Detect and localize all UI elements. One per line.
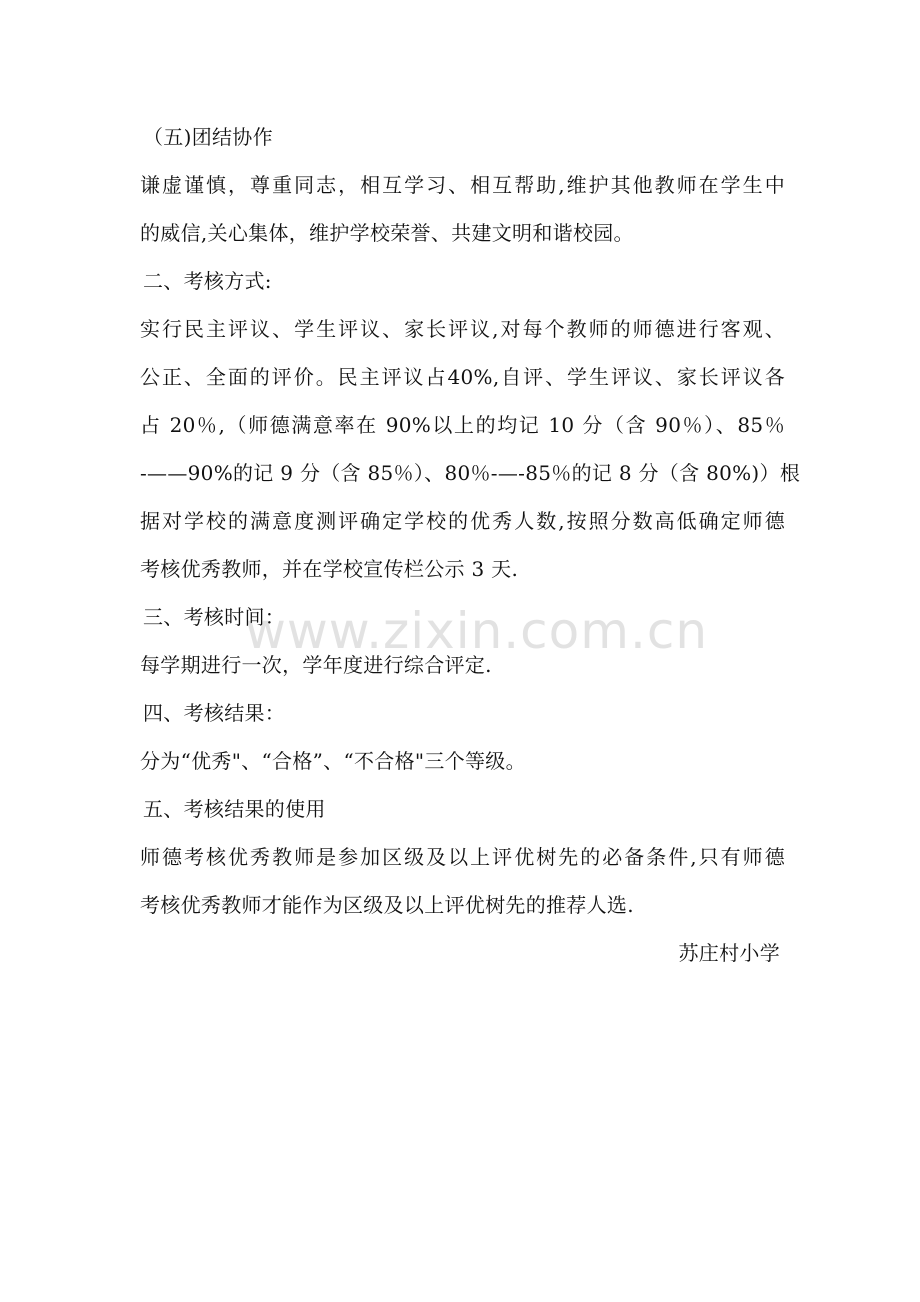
- paragraph-line: 实行民主评议、学生评议、家长评议,对每个教师的师德进行客观、: [140, 317, 785, 341]
- paragraph-line: 考核优秀教师才能作为区级及以上评优树先的推荐人选.: [140, 893, 634, 917]
- signature-school: 苏庄村小学: [678, 941, 780, 965]
- section-heading-method: 二、考核方式:: [143, 269, 272, 293]
- paragraph-line: 的威信,关心集体，维护学校荣誉、共建文明和谐校园。: [140, 221, 634, 245]
- section-heading-time: 三、考核时间：: [143, 605, 286, 629]
- paragraph-line: 师德考核优秀教师是参加区级及以上评优树先的必备条件,只有师德: [140, 845, 785, 869]
- paragraph-line: 分为“优秀"、“合格”、“不合格"三个等级。: [140, 749, 526, 773]
- paragraph-line: 据对学校的满意度测评确定学校的优秀人数,按照分数高低确定师德: [140, 509, 785, 533]
- paragraph-line: 每学期进行一次，学年度进行综合评定.: [140, 653, 492, 677]
- paragraph-line: 公正、全面的评价。民主评议占40%,自评、学生评议、家长评议各: [140, 365, 785, 389]
- section-heading-usage: 五、考核结果的使用: [143, 797, 326, 821]
- paragraph-line: 考核优秀教师，并在学校宣传栏公示 3 天.: [140, 557, 519, 581]
- watermark: www.zixin.com.cn: [245, 602, 709, 660]
- paragraph-line: -——90%的记 9 分（含 85％）、80％-—-85％的记 8 分（含 80%)）根: [140, 461, 801, 485]
- section-heading-result: 四、考核结果：: [143, 701, 286, 725]
- paragraph-line: 占 20％,（师德满意率在 90%以上的均记 10 分（含 90％）、85％: [140, 413, 785, 437]
- section-heading-unity: （五)团结协作: [143, 125, 273, 149]
- paragraph-line: 谦虚谨慎，尊重同志，相互学习、相互帮助,维护其他教师在学生中: [140, 173, 785, 197]
